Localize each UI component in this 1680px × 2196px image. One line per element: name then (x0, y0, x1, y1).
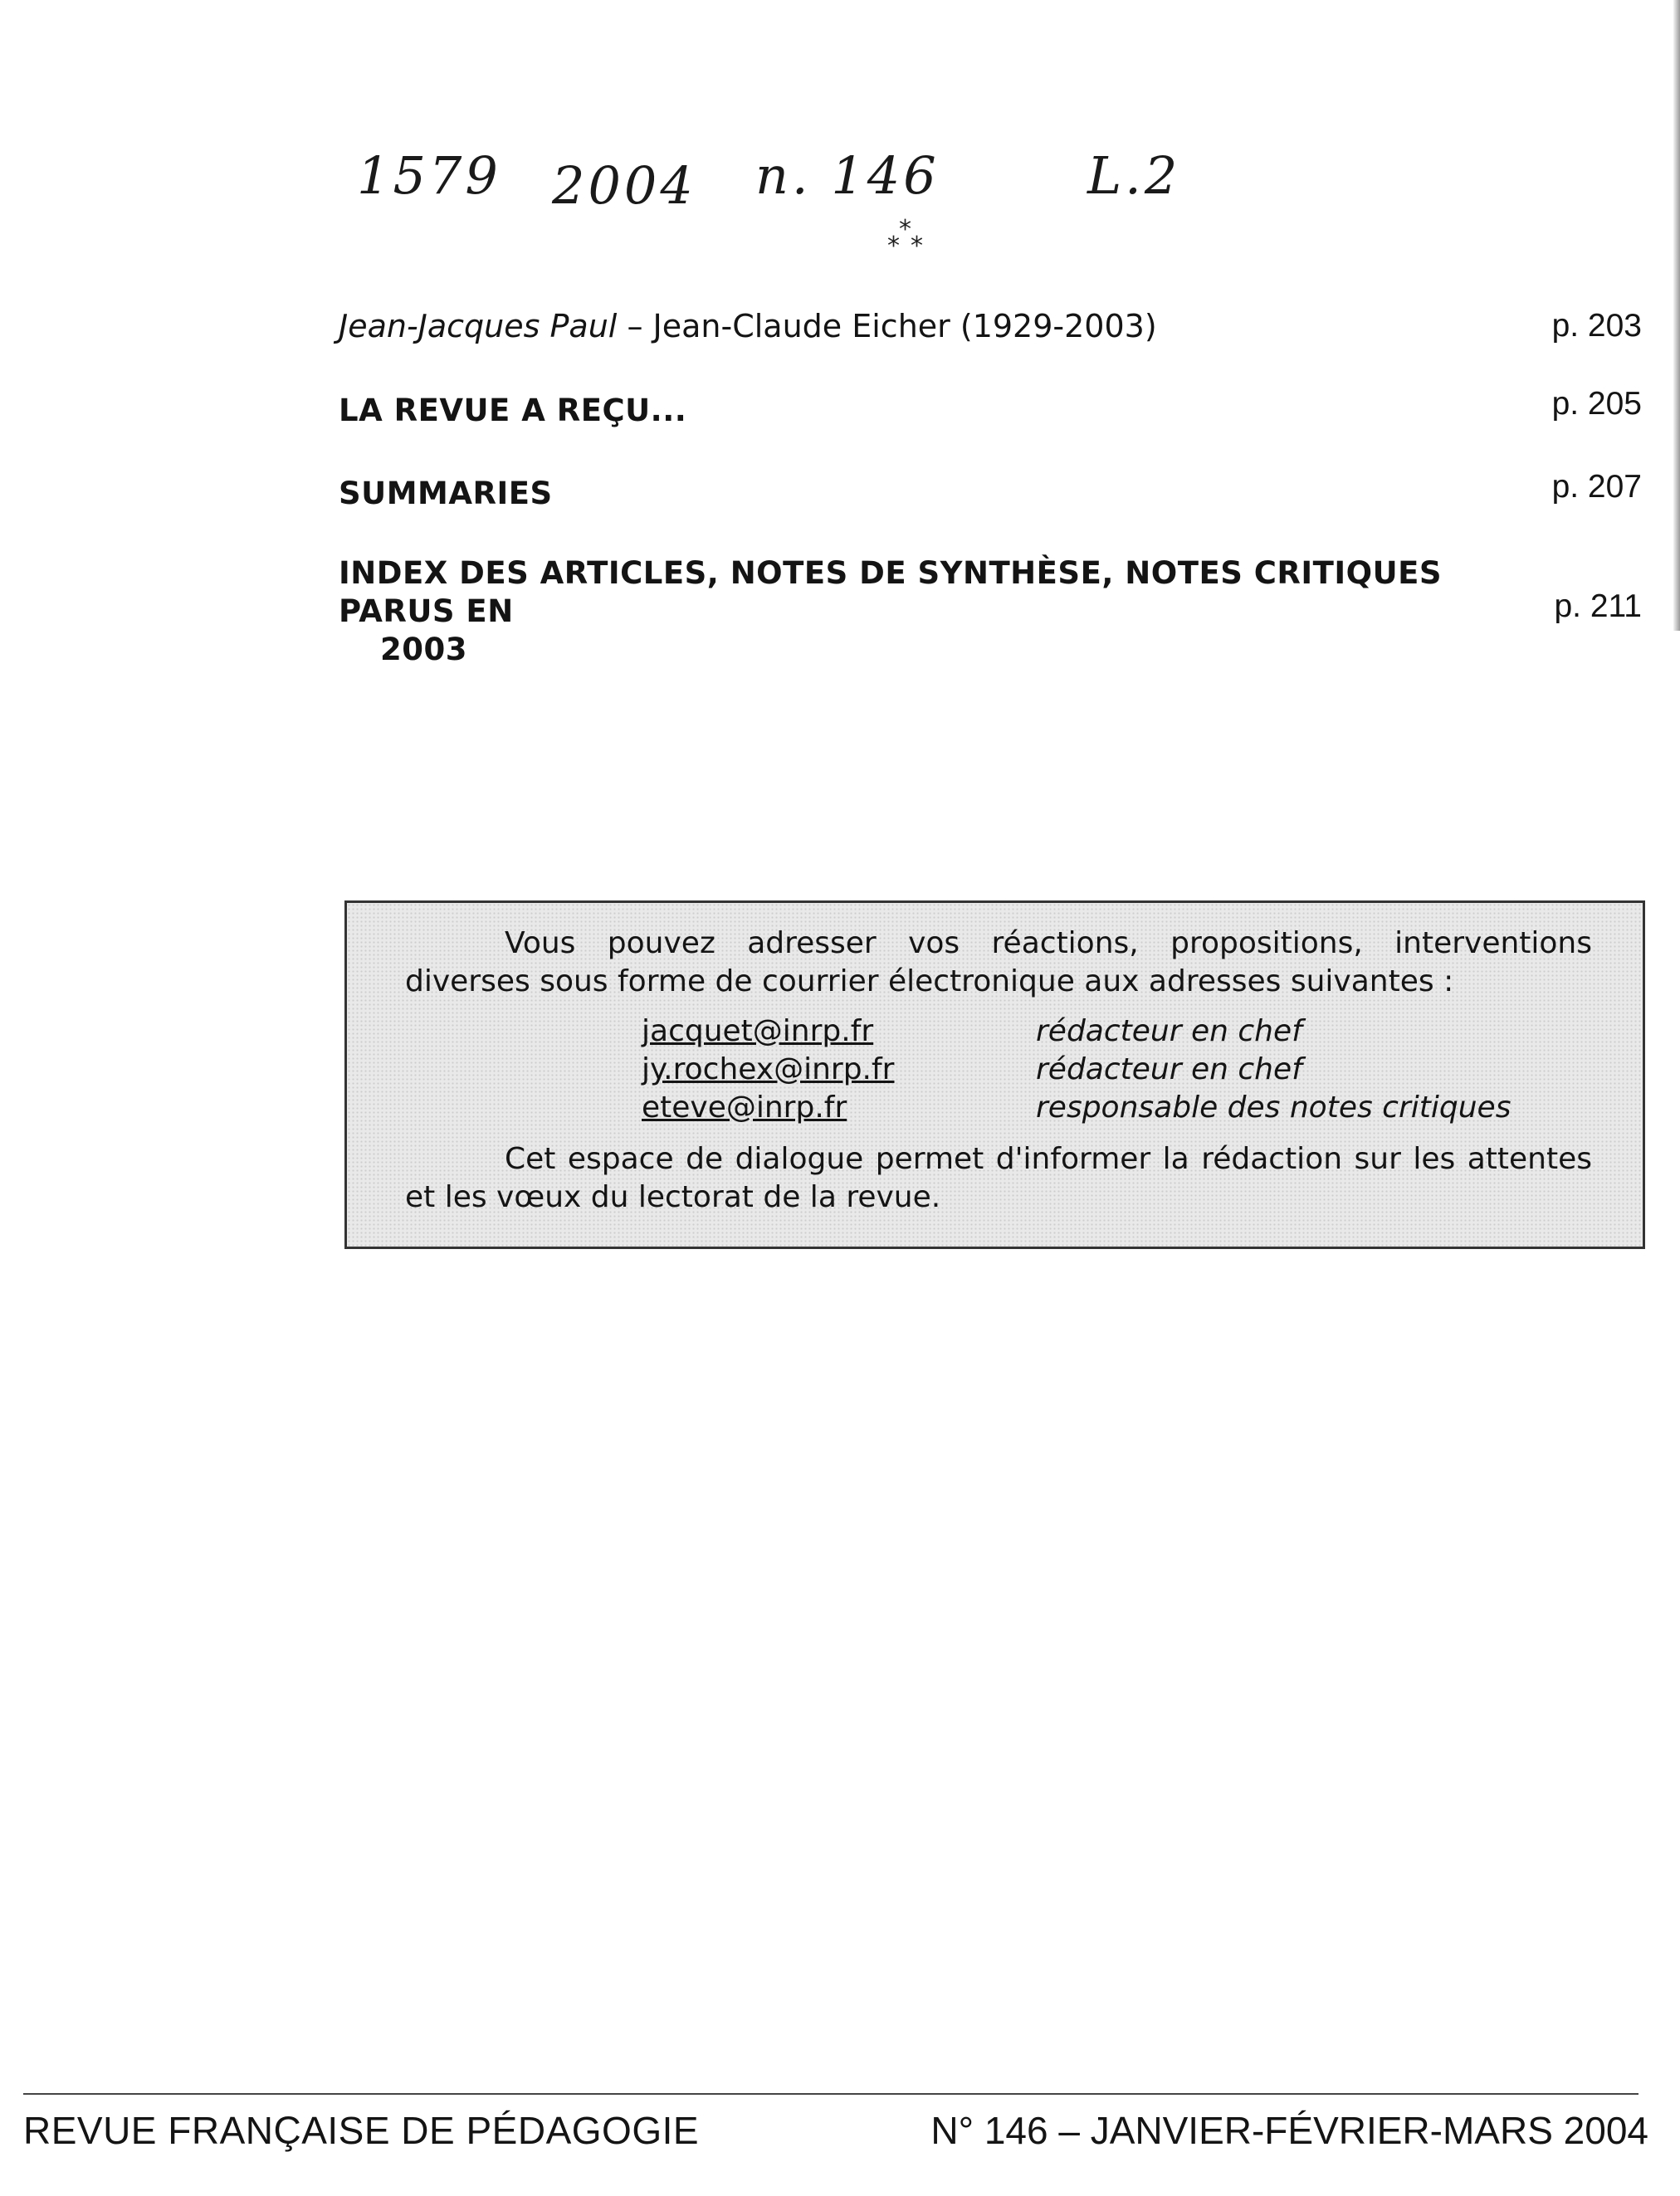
handwritten-shelf-mark (357, 145, 1270, 220)
handwritten-number: 1579 (357, 145, 501, 206)
toc-page-number: p. 207 (1551, 469, 1642, 505)
toc-page-number: p. 211 (1554, 588, 1642, 624)
email-link[interactable]: eteve@inrp.fr (642, 1091, 847, 1125)
contact-role: responsable des notes critiques (1036, 1091, 1512, 1125)
toc-title: LA REVUE A REÇU... (339, 393, 687, 428)
footer-rule (23, 2093, 1638, 2095)
toc-entry (339, 554, 1642, 667)
handwritten-code: L.2 (1087, 145, 1181, 206)
handwritten-issue: n. 146 (755, 145, 940, 206)
contact-role: rédacteur en chef (1036, 1052, 1302, 1086)
toc-title: SUMMARIES (339, 476, 553, 511)
notice-closing: Cet espace de dialogue permet d'informer la rédaction sur les attentes et les vœux du lectorat de la revue. (405, 1142, 1592, 1214)
toc-author: Jean-Jacques Paul (339, 308, 618, 344)
footer-issue-info: N° 146 – JANVIER-FÉVRIER-MARS 2004 (930, 2109, 1648, 2152)
contact-role: rédacteur en chef (1036, 1014, 1302, 1048)
toc-title: INDEX DES ARTICLES, NOTES DE SYNTHÈSE, NOTES CRITIQUES PARUS EN 2003 (339, 555, 1443, 667)
notice-intro: Vous pouvez adresser vos réactions, propositions, interventions diverses sous forme de courrier électronique aux adresses suivantes : (405, 926, 1592, 998)
toc-page-number: p. 205 (1551, 386, 1642, 422)
contact-notice-box (344, 900, 1645, 1249)
email-link[interactable]: jacquet@inrp.fr (642, 1014, 874, 1048)
scan-edge (1673, 0, 1680, 631)
footer-journal-name: REVUE FRANÇAISE DE PÉDAGOGIE (23, 2109, 700, 2152)
toc-separator: – (617, 308, 653, 344)
asterism-ornament: * * * (887, 215, 923, 261)
email-link[interactable]: jy.rochex@inrp.fr (642, 1052, 895, 1086)
toc-page-number: p. 203 (1551, 308, 1642, 344)
toc-title: Jean-Claude Eicher (1929-2003) (652, 308, 1157, 344)
handwritten-year: 2004 (552, 155, 696, 216)
